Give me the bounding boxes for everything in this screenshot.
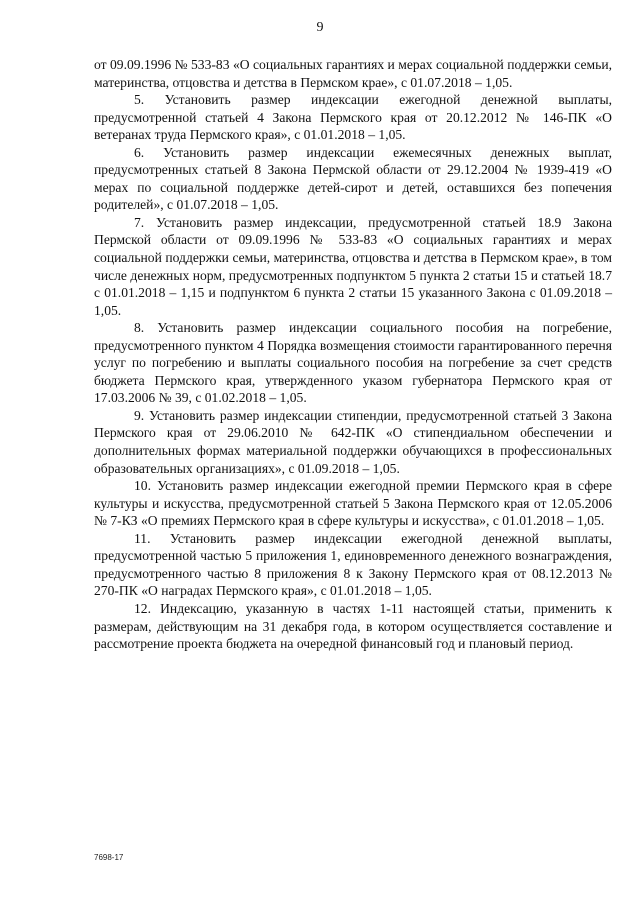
document-code: 7698-17	[94, 853, 124, 862]
page-number: 9	[316, 20, 324, 35]
paragraph-5: 5. Установить размер индексации ежегодной денежной выплаты, предусмотренной статьей 4 Закона Пермского края от 20.12.2012 № 146-ПК «О ветеранах труда Пермского края», с 01.01.2018 – 1,05.	[94, 92, 612, 143]
paragraph-9: 9. Установить размер индексации стипендии, предусмотренной статьей 3 Закона Пермского края от 29.06.2010 № 642-ПК «О стипендиальном обеспечении и дополнительных формах материальной поддержки обучающихся в профессиональных образовательных организациях», с 01.09.2018 – 1,05.	[94, 407, 612, 476]
paragraph-6: 6. Установить размер индексации ежемесячных денежных выплат, предусмотренных статьей 8 Закона Пермской области от 29.12.2004 № 1939-419 «О мерах по социальной поддержке детей-сирот и детей, оставшихся без попечения родителей», с 01.07.2018 – 1,05.	[94, 144, 612, 213]
paragraph-10: 10. Установить размер индексации ежегодной премии Пермского края в сфере культуры и искусства, предусмотренной статьей 5 Закона Пермского края от 12.05.2006 № 7-КЗ «О премиях Пермского края в сфере культуры и искусства», с 01.01.2018 – 1,05.	[94, 478, 612, 529]
paragraph-8: 8. Установить размер индексации социального пособия на погребение, предусмотренного пунктом 4 Порядка возмещения стоимости гарантированного перечня услуг по погребению и выплаты социального пособия на погребение за счет средств бюджета Пермского края, утвержденного указом губернатора Пермского края от 17.03.2006 № 39, с 01.02.2018 – 1,05.	[94, 320, 612, 406]
paragraph-continuation: от 09.09.1996 № 533-83 «О социальных гарантиях и мерах социальной поддержки семьи, материнства, отцовства и детства в Пермском крае», с 01.07.2018 – 1,05.	[94, 57, 612, 90]
paragraph-11: 11. Установить размер индексации ежегодной денежной выплаты, предусмотренной частью 5 приложения 1, единовременного денежного вознаграждения, предусмотренного частью 8 приложения 8 к Закону Пермского края от 08.12.2013 № 270-ПК «О наградах Пермского края», с 01.01.2018 – 1,05.	[94, 530, 612, 599]
paragraph-7: 7. Установить размер индексации, предусмотренной статьей 18.9 Закона Пермской области от 09.09.1996 № 533-83 «О социальных гарантиях и мерах социальной поддержки семьи, материнства, отцовства и детства в Пермском крае», в том числе денежных норм, предусмотренных подпунктом 5 пункта 2 статьи 15 и статьей 18.7 с 01.01.2018 – 1,15 и подпунктом 6 пункта 2 статьи 15 указанного Закона с 01.09.2018 – 1,05.	[94, 214, 612, 318]
paragraph-12: 12. Индексацию, указанную в частях 1-11 настоящей статьи, применить к размерам, действующим на 31 декабря года, в котором осуществляется составление и рассмотрение проекта бюджета на очередной финансовый год и плановый период.	[94, 600, 612, 652]
document-body	[94, 56, 612, 653]
